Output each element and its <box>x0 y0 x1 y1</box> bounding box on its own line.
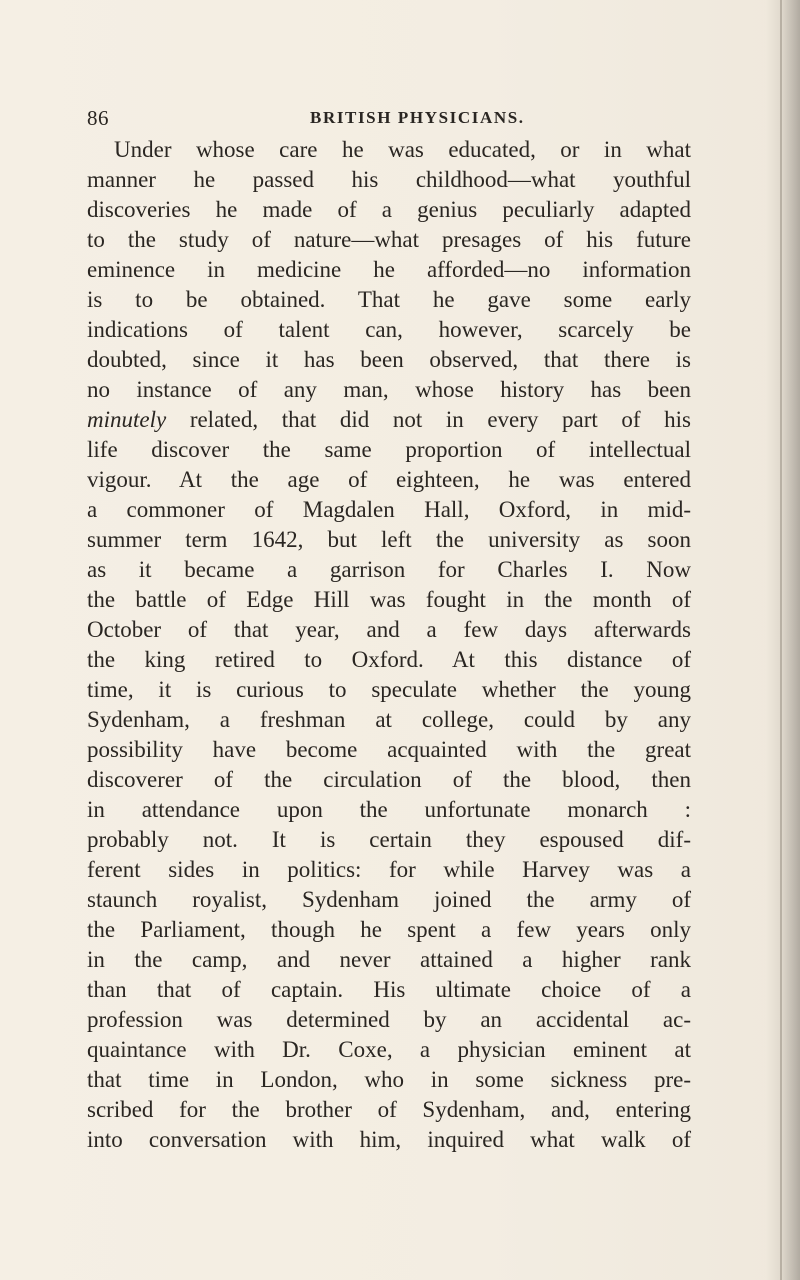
text-line: in the camp, and never attained a higher rank <box>87 947 691 972</box>
text-line: probably not. It is certain they espoused dif- <box>87 827 691 852</box>
text-line: that time in London, who in some sickness pre- <box>87 1067 691 1092</box>
body-text <box>87 135 691 1155</box>
text-line: indications of talent can, however, scarcely be <box>87 317 691 342</box>
text-line: than that of captain. His ultimate choice of a <box>87 977 691 1002</box>
page-number: 86 <box>87 106 109 130</box>
text-line: doubted, since it has been observed, that there is <box>87 347 691 372</box>
page-header <box>87 106 687 136</box>
text-line: profession was determined by an accidental ac- <box>87 1007 691 1032</box>
text-line: the battle of Edge Hill was fought in the month of <box>87 587 691 612</box>
running-head: BRITISH PHYSICIANS. <box>310 108 525 127</box>
text-line: no instance of any man, whose history has been <box>87 377 691 402</box>
text-line: scribed for the brother of Sydenham, and, entering <box>87 1097 691 1122</box>
text-line: in attendance upon the unfortunate monarch : <box>87 797 691 822</box>
text-line: summer term 1642, but left the university as soon <box>87 527 691 552</box>
text-line: the king retired to Oxford. At this distance of <box>87 647 691 672</box>
page-edge-line <box>780 0 782 1280</box>
text-line: staunch royalist, Sydenham joined the army of <box>87 887 691 912</box>
text-line: is to be obtained. That he gave some early <box>87 287 691 312</box>
italic-word: minutely <box>87 407 167 432</box>
text-line: discoverer of the circulation of the blood, then <box>87 767 691 792</box>
text-line: ferent sides in politics: for while Harvey was a <box>87 857 691 882</box>
text-line: discoveries he made of a genius peculiarly adapted <box>87 197 691 222</box>
text-line: as it became a garrison for Charles I. Now <box>87 557 691 582</box>
text-line: into conversation with him, inquired what walk of <box>87 1127 691 1152</box>
text-line: possibility have become acquainted with the great <box>87 737 691 762</box>
text-line: the Parliament, though he spent a few years only <box>87 917 691 942</box>
page-edge-shadow <box>766 0 800 1280</box>
text-line-with-italic <box>87 405 691 435</box>
text-line: vigour. At the age of eighteen, he was entered <box>87 467 691 492</box>
text-line: time, it is curious to speculate whether the young <box>87 677 691 702</box>
text-line: Sydenham, a freshman at college, could by any <box>87 707 691 732</box>
text-line: a commoner of Magdalen Hall, Oxford, in mid- <box>87 497 691 522</box>
text-line-rest: related, that did not in every part of his <box>166 407 691 432</box>
text-line: manner he passed his childhood—what youthful <box>87 167 691 192</box>
text-line: life discover the same proportion of intellectual <box>87 437 691 462</box>
text-line: October of that year, and a few days afterwards <box>87 617 691 642</box>
text-line: Under whose care he was educated, or in what <box>114 137 691 162</box>
text-line: eminence in medicine he afforded—no information <box>87 257 691 282</box>
text-line: quaintance with Dr. Coxe, a physician eminent at <box>87 1037 691 1062</box>
text-line: to the study of nature—what presages of his future <box>87 227 691 252</box>
